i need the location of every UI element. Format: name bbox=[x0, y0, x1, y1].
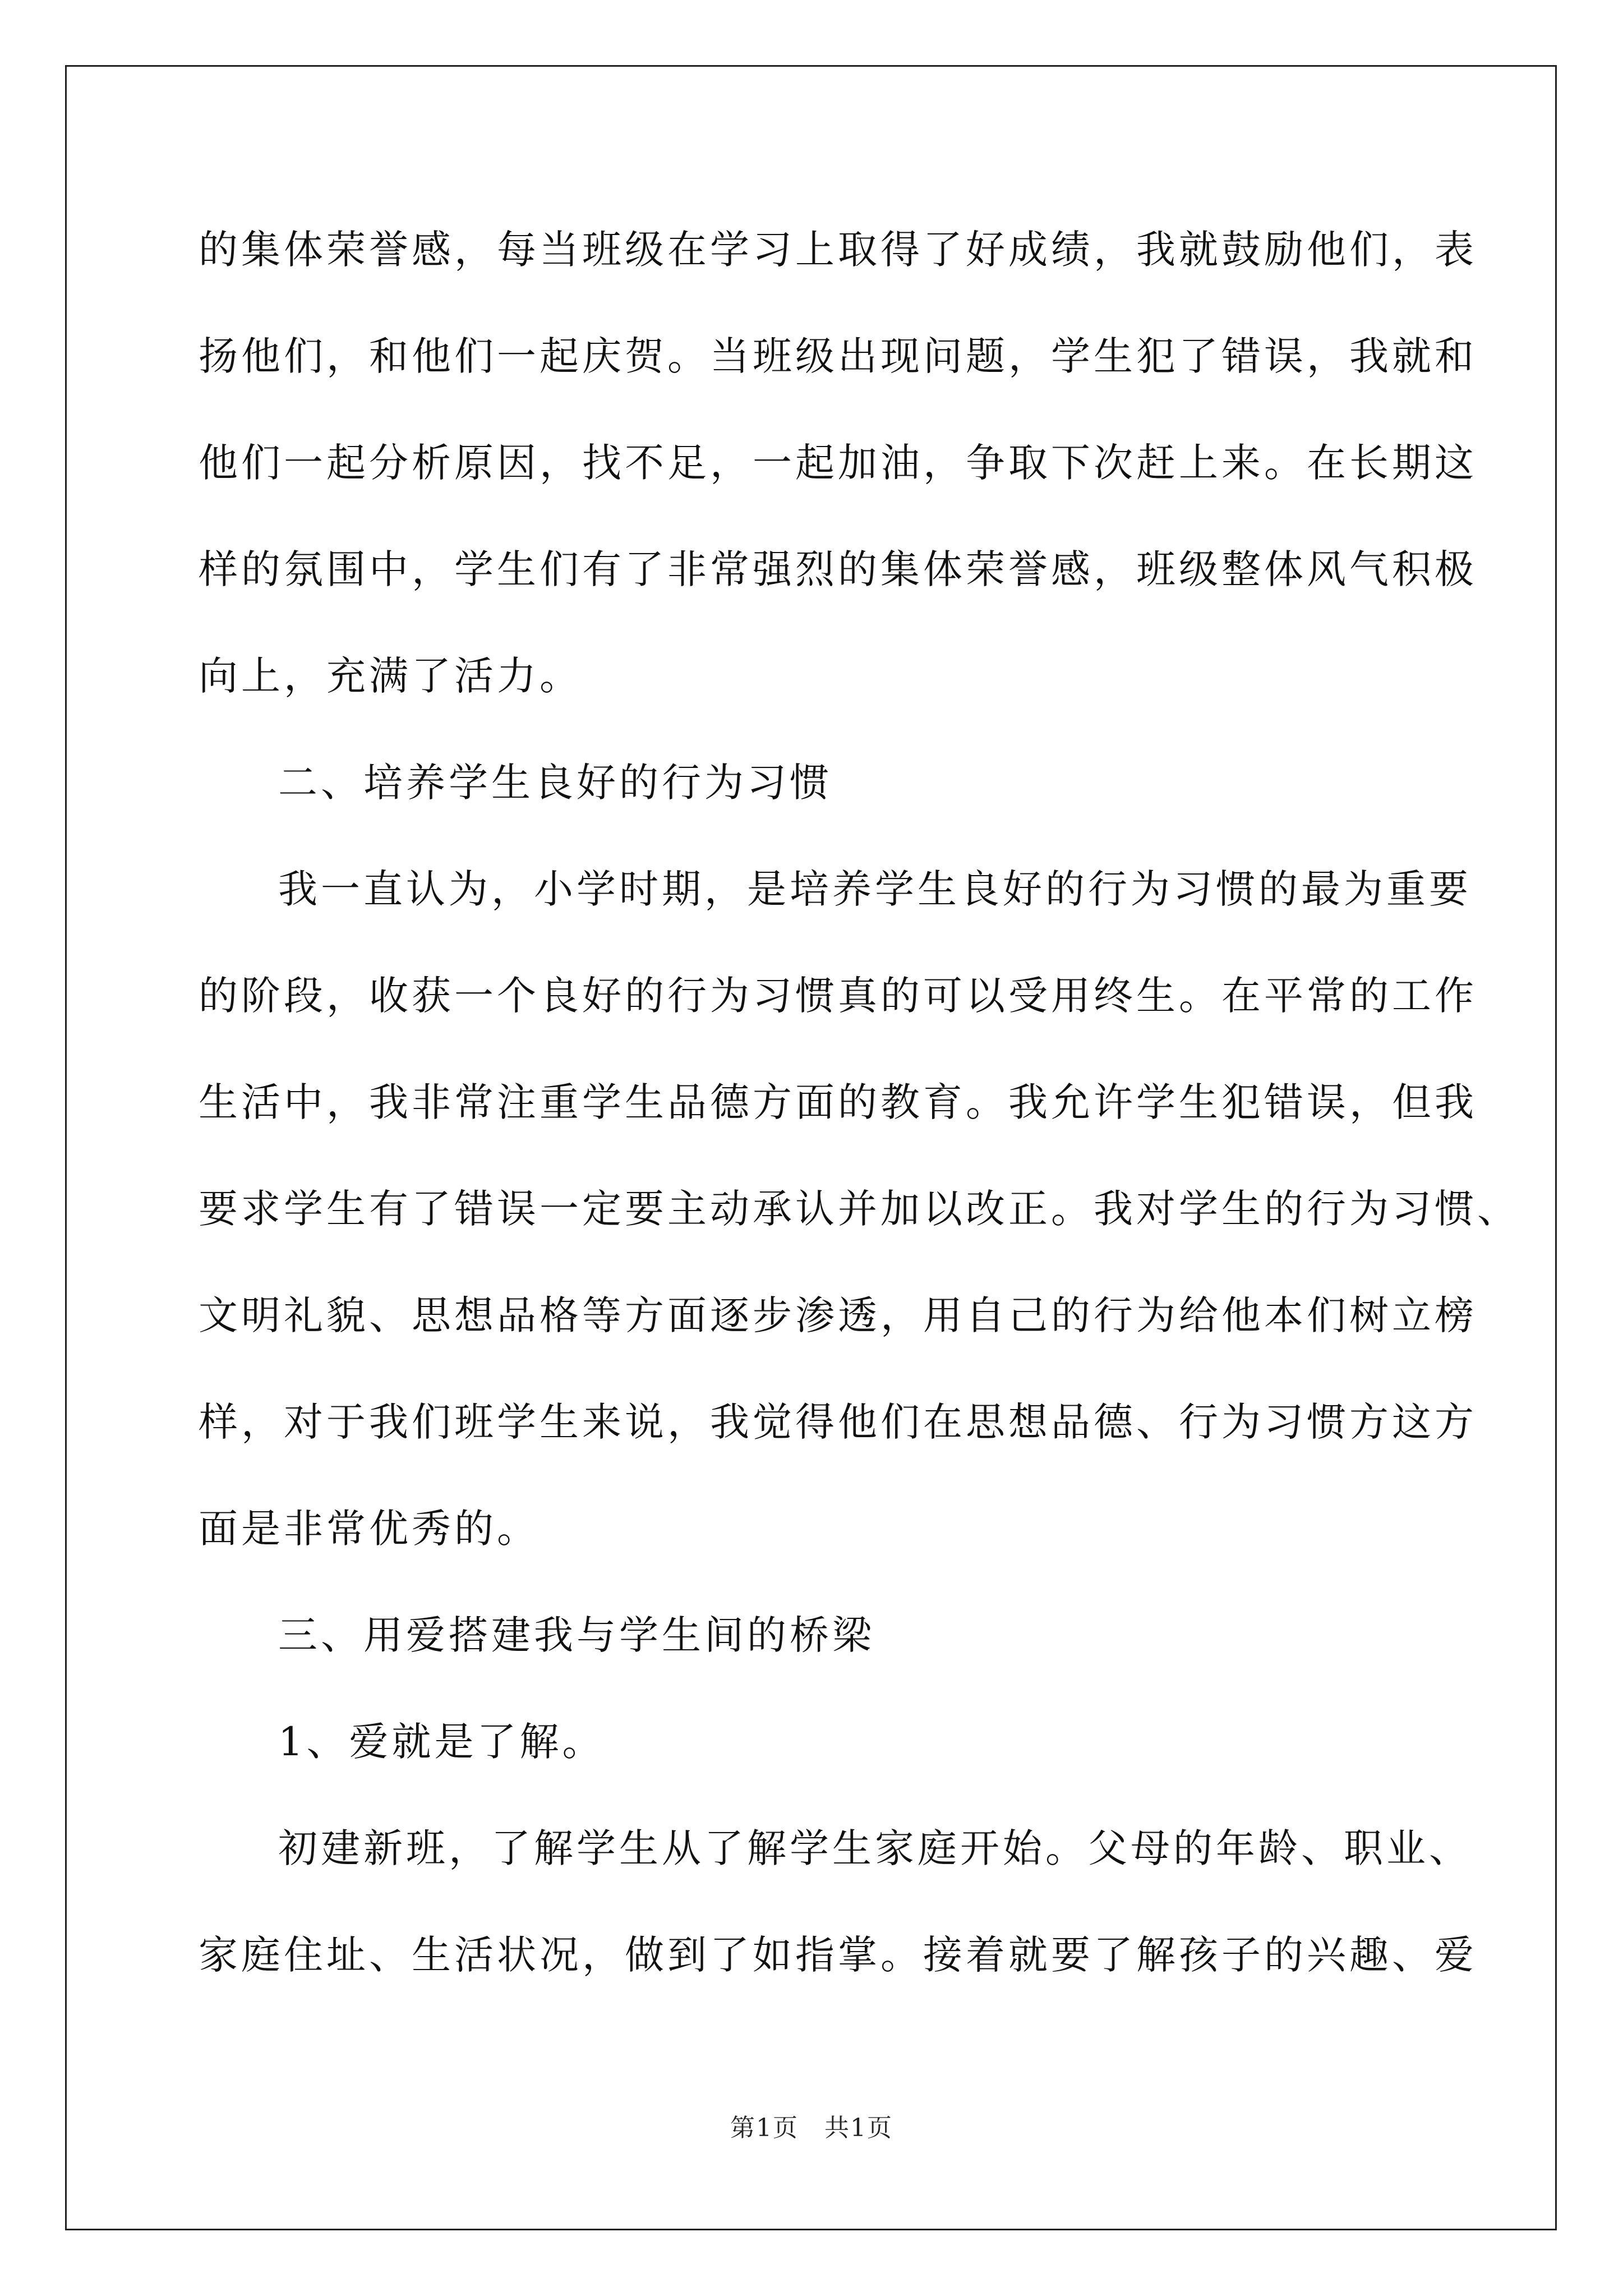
body-line-16: 初建新班，了解学生从了解学生家庭开始。父母的年龄、职业、 bbox=[278, 1825, 1472, 1871]
page-frame bbox=[65, 65, 1557, 2230]
body-line-5: 向上，充满了活力。 bbox=[199, 653, 582, 699]
body-line-3: 他们一起分析原因，找不足，一起加油，争取下次赶上来。在长期这 bbox=[199, 440, 1477, 486]
section-heading-3: 三、用爱搭建我与学生间的桥梁 bbox=[278, 1612, 875, 1658]
body-line-17: 家庭住址、生活状况，做到了如指掌。接着就要了解孩子的兴趣、爱 bbox=[199, 1932, 1477, 1978]
body-line-4: 样的氛围中，学生们有了非常强烈的集体荣誉感，班级整体风气积极 bbox=[199, 546, 1477, 592]
body-line-11: 文明礼貌、思想品格等方面逐步渗透，用自己的行为给他本们树立榜 bbox=[199, 1292, 1477, 1338]
body-line-8: 的阶段，收获一个良好的行为习惯真的可以受用终生。在平常的工作 bbox=[199, 973, 1477, 1019]
body-line-7: 我一直认为，小学时期，是培养学生良好的行为习惯的最为重要 bbox=[278, 866, 1472, 912]
body-line-9: 生活中，我非常注重学生品德方面的教育。我允许学生犯错误，但我 bbox=[199, 1079, 1477, 1125]
page-footer: 第1页 共1页 bbox=[730, 2114, 893, 2142]
body-line-2: 扬他们，和他们一起庆贺。当班级出现问题，学生犯了错误，我就和 bbox=[199, 333, 1477, 379]
body-line-10: 要求学生有了错误一定要主动承认并加以改正。我对学生的行为习惯、 bbox=[199, 1186, 1520, 1232]
subsection-heading-1: 1、爱就是了解。 bbox=[278, 1719, 605, 1765]
section-heading-2: 二、培养学生良好的行为习惯 bbox=[278, 760, 832, 806]
body-line-12: 样，对于我们班学生来说，我觉得他们在思想品德、行为习惯方这方 bbox=[199, 1399, 1477, 1445]
body-line-13: 面是非常优秀的。 bbox=[199, 1506, 540, 1552]
body-line-1: 的集体荣誉感，每当班级在学习上取得了好成绩，我就鼓励他们，表 bbox=[199, 227, 1477, 273]
